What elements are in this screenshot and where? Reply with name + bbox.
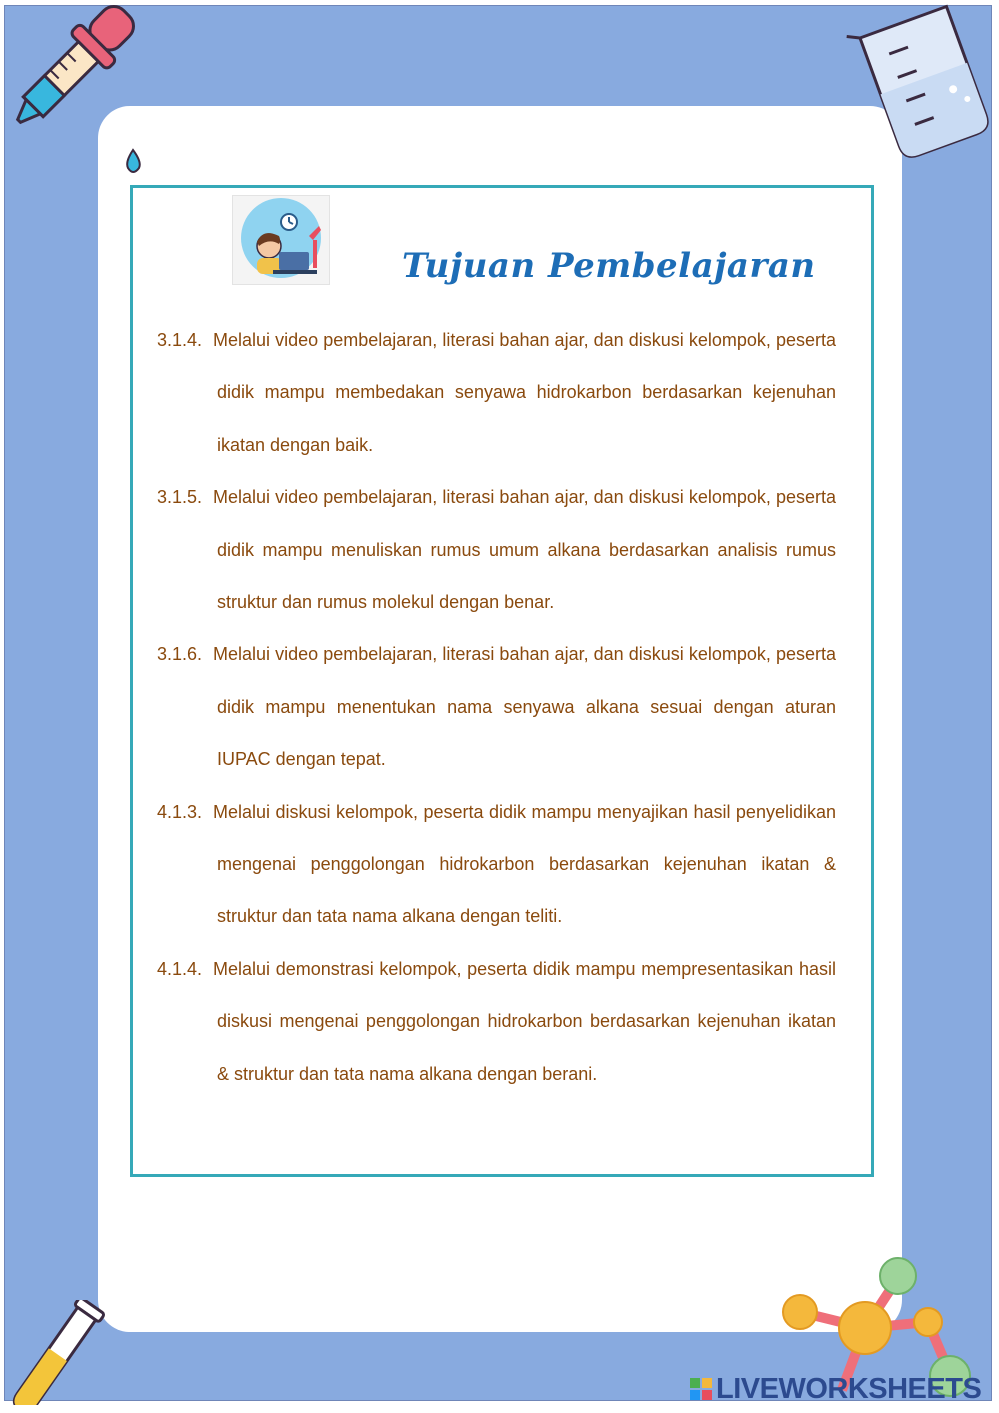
- student-laptop-icon: [233, 196, 329, 284]
- objective-body: Melalui demonstrasi kelompok, peserta didik mampu mempresentasikan hasil diskusi mengenai penggolongan hidrokarbon berdasarkan kejenuhan ikatan & struktur dan tata nama alkana dengan berani.: [213, 958, 836, 1084]
- objective-item: [157, 314, 836, 471]
- objective-item: [157, 786, 836, 943]
- liveworksheets-mark-icon: [690, 1378, 712, 1400]
- objective-number: 3.1.4.: [157, 330, 203, 350]
- objective-text: [157, 943, 836, 1100]
- student-avatar: [232, 195, 330, 285]
- objective-body: Melalui video pembelajaran, literasi bahan ajar, dan diskusi kelompok, peserta didik mampu membedakan senyawa hidrokarbon berdasarkan kejenuhan ikatan dengan baik.: [213, 330, 836, 455]
- liveworksheets-text: LIVEWORKSHEETS: [716, 1372, 982, 1405]
- objective-item: [157, 628, 836, 785]
- objective-text: [157, 471, 836, 628]
- objective-body: Melalui diskusi kelompok, peserta didik mampu menyajikan hasil penyelidikan mengenai penggolongan hidrokarbon berdasarkan kejenuhan ikatan & struktur dan tata nama alkana dengan teliti.: [213, 801, 836, 927]
- objectives-list: [157, 314, 836, 1100]
- page-title: Tujuan Pembelajaran: [402, 246, 816, 286]
- objective-number: 3.1.5.: [157, 487, 203, 508]
- objective-text: [157, 628, 836, 785]
- objective-body: Melalui video pembelajaran, literasi bahan ajar, dan diskusi kelompok, peserta didik mampu menentukan nama senyawa alkana sesuai dengan aturan IUPAC dengan tepat.: [213, 644, 836, 770]
- dropper-icon: [0, 0, 160, 180]
- objective-number: 4.1.3.: [157, 801, 203, 822]
- objective-text: [157, 314, 836, 471]
- test-tube-icon: [0, 1300, 110, 1405]
- beaker-icon: [830, 0, 998, 160]
- objective-body: Melalui video pembelajaran, literasi bahan ajar, dan diskusi kelompok, peserta didik mampu menuliskan rumus umum alkana berdasarkan analisis rumus struktur dan rumus molekul dengan benar.: [213, 487, 836, 613]
- objective-item: [157, 471, 836, 628]
- objective-number: 4.1.4.: [157, 958, 203, 979]
- objective-text: [157, 786, 836, 943]
- objective-item: [157, 943, 836, 1100]
- liveworksheets-logo[interactable]: [690, 1372, 981, 1406]
- objective-number: 3.1.6.: [157, 644, 203, 665]
